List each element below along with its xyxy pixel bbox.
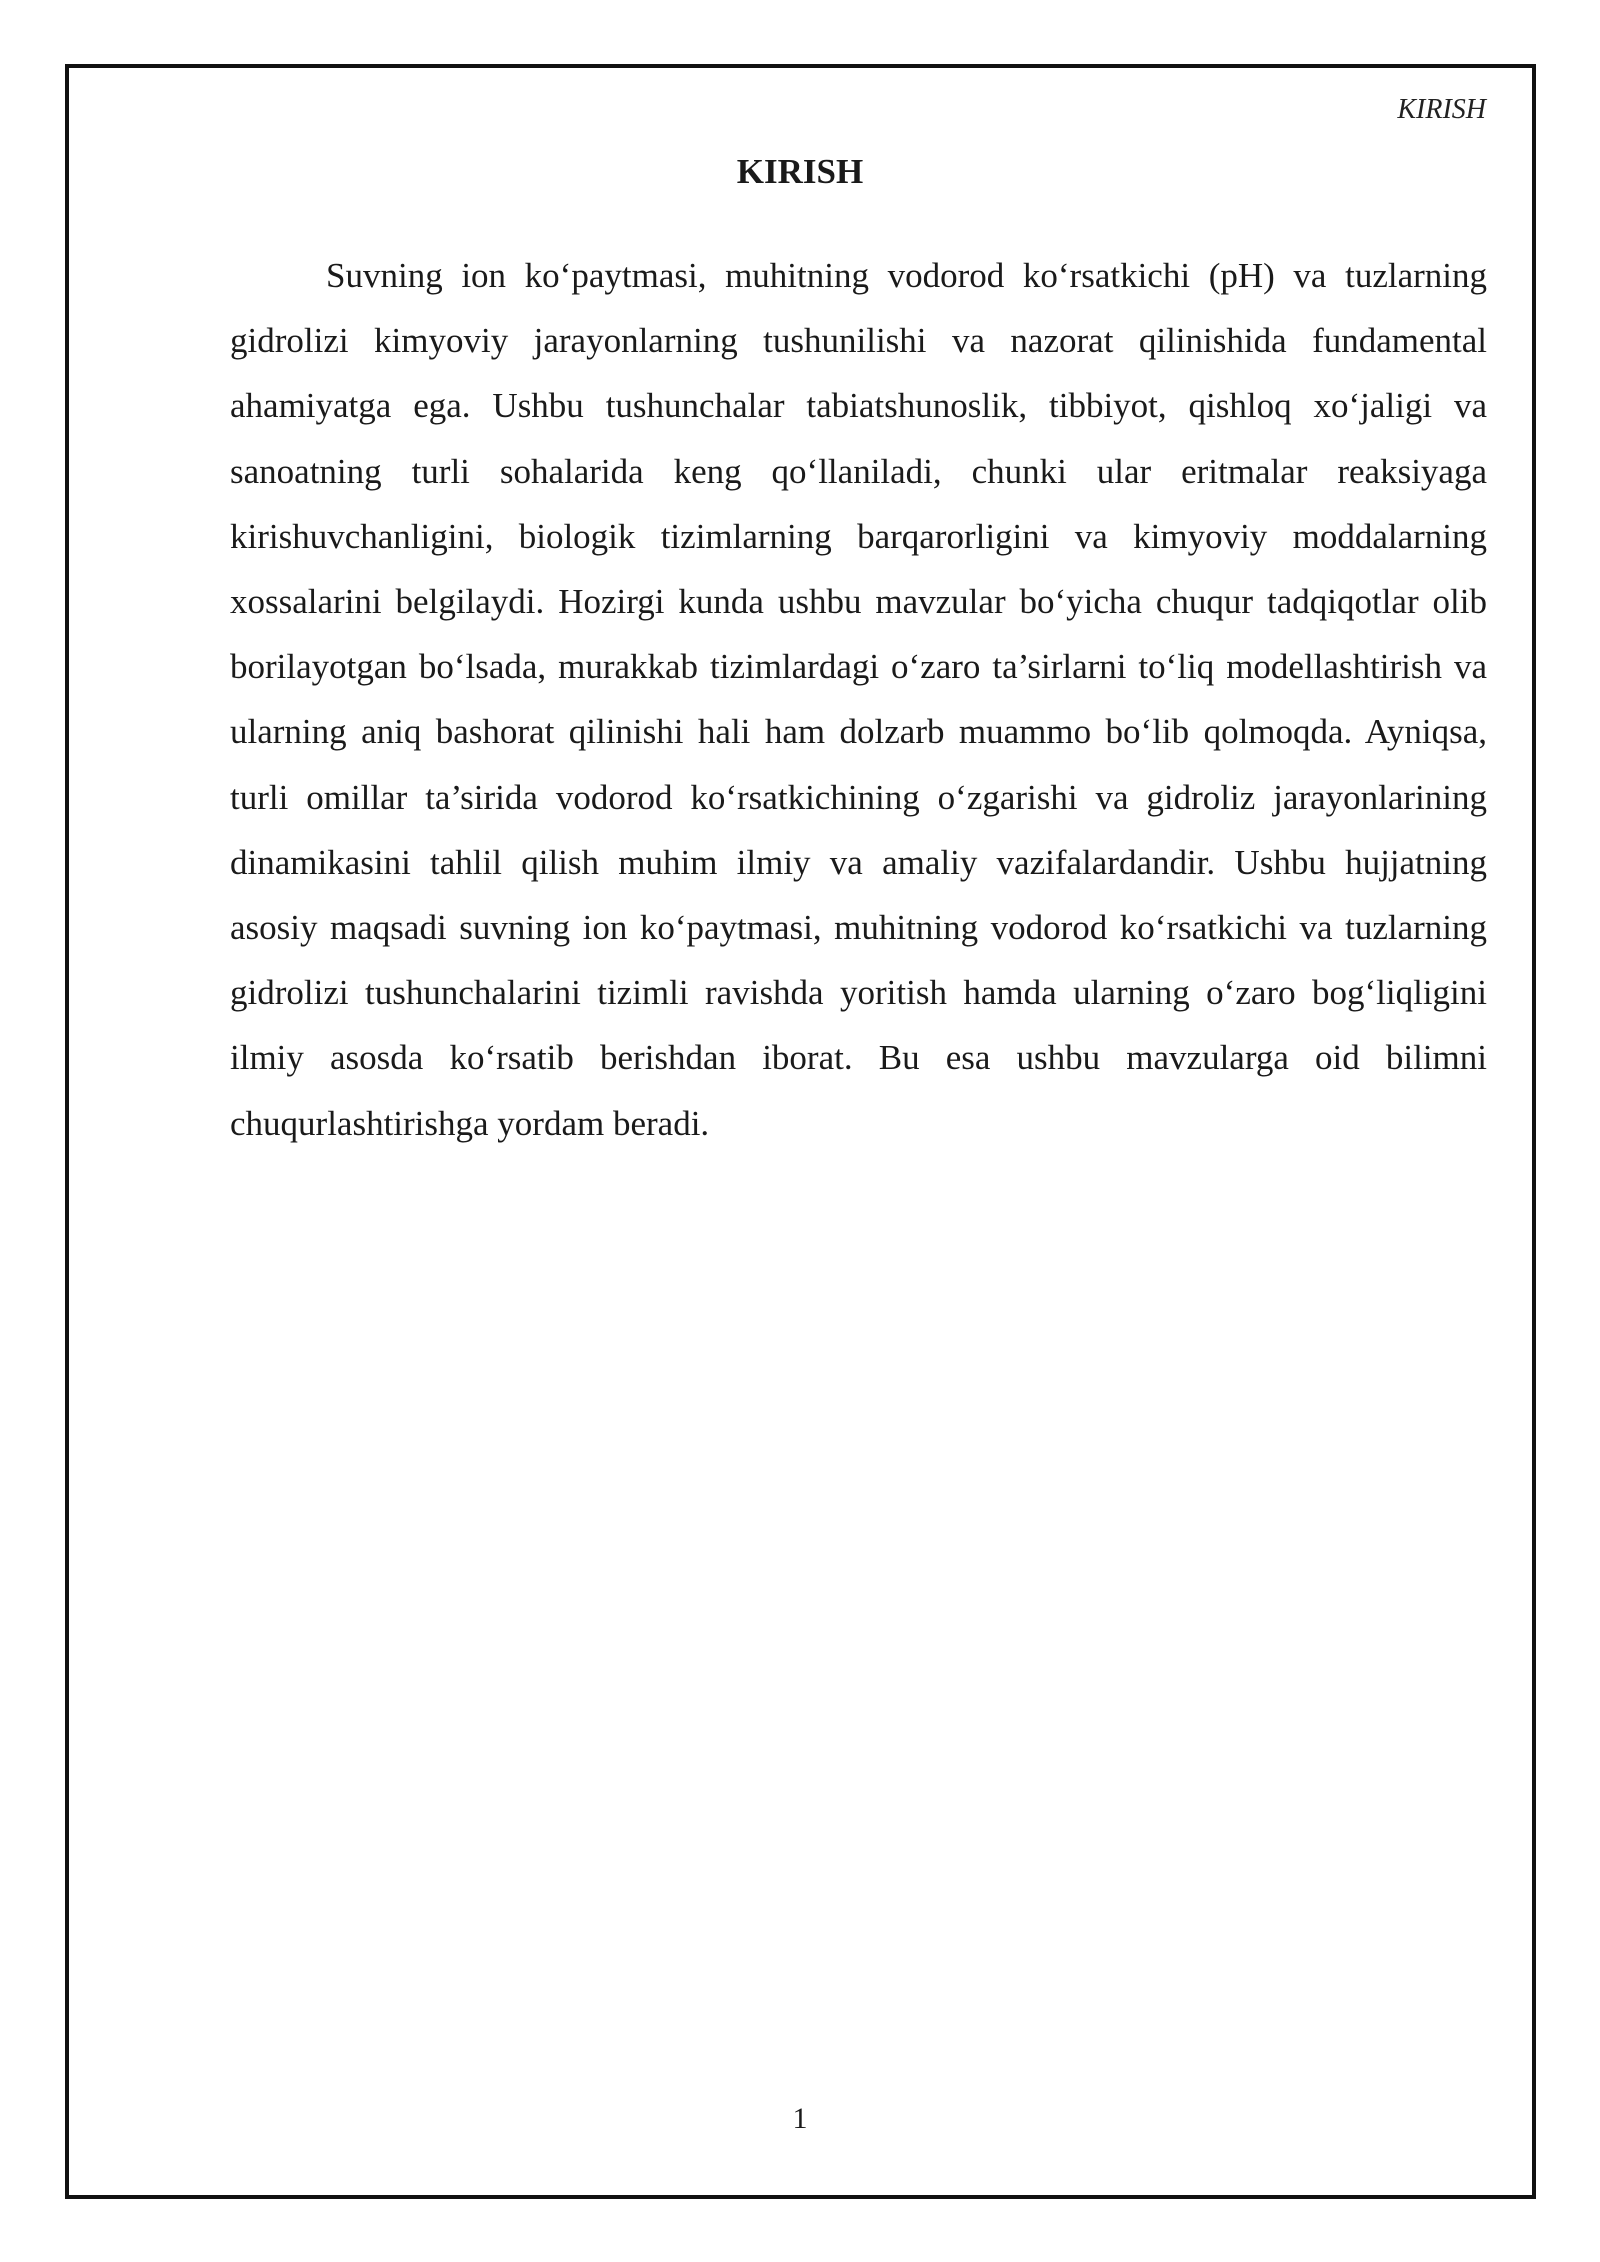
running-header: KIRISH <box>1397 94 1486 125</box>
intro-paragraph: Suvning ion ko‘paytmasi, muhitning vodorod ko‘rsatkichi (pH) va tuzlarning gidrolizi kimyoviy jarayonlarning tushunilishi va nazorat qilinishida fundamental ahamiyatga ega. Ushbu tushunchalar tabiatshunoslik, tibbiyot, qishloq xo‘jaligi va sanoatning turli sohalarida keng qo‘llaniladi, chunki ular eritmalar reaksiyaga kirishuvchanligini, biologik tizimlarning barqarorligini va kimyoviy moddalarning xossalarini belgilaydi. Hozirgi kunda ushbu mavzular bo‘yicha chuqur tadqiqotlar olib borilayotgan bo‘lsada, murakkab tizimlardagi o‘zaro ta’sirlarni to‘liq modellashtirish va ularning aniq bashorat qilinishi hali ham dolzarb muammo bo‘lib qolmoqda. Ayniqsa, turli omillar ta’sirida vodorod ko‘rsatkichining o‘zgarishi va gidroliz jarayonlarining dinamikasini tahlil qilish muhim ilmiy va amaliy vazifalardandir. Ushbu hujjatning asosiy maqsadi suvning ion ko‘paytmasi, muhitning vodorod ko‘rsatkichi va tuzlarning gidrolizi tushunchalarini tizimli ravishda yoritish hamda ularning o‘zaro bog‘liqligini ilmiy asosda ko‘rsatib berishdan iborat. Bu esa ushbu mavzularga oid bilimni chuqurlashtirishga yordam beradi. <box>230 256 1487 1143</box>
page-number: 1 <box>792 2102 808 2135</box>
section-heading: KIRISH <box>736 152 864 191</box>
